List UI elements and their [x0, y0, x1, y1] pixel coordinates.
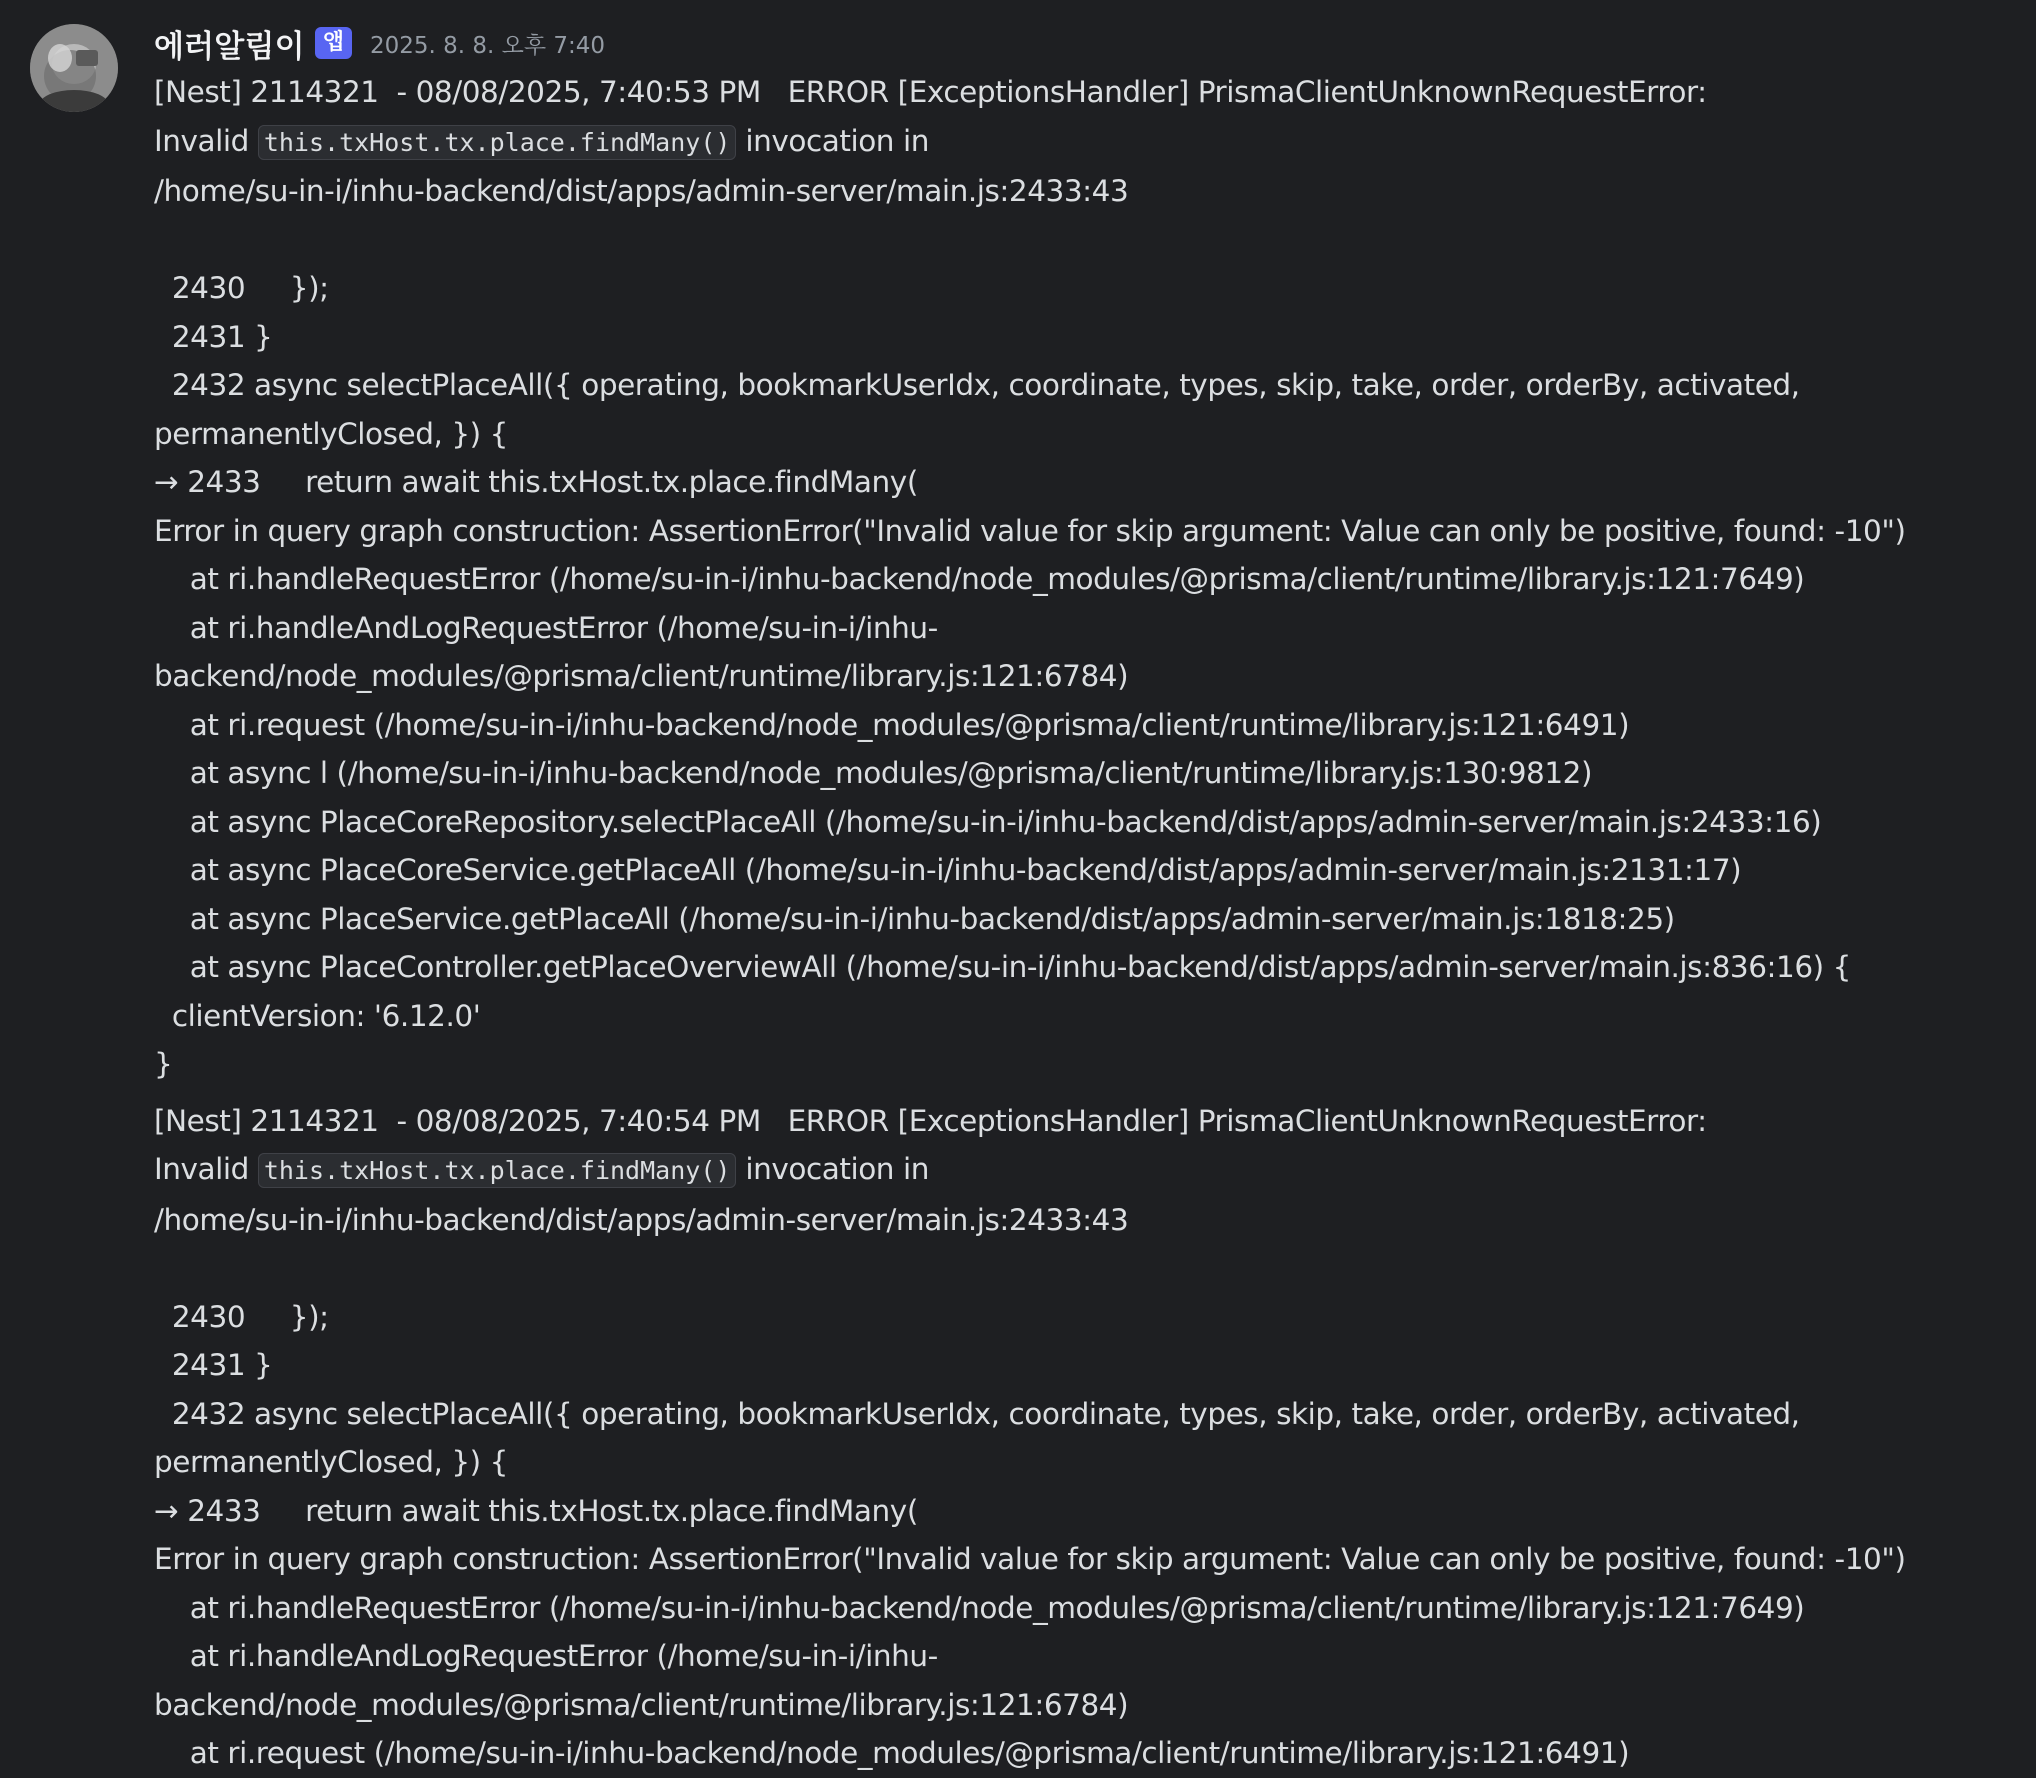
message-intro-tail: invocation in /home/su-in-i/inhu-backend/dist/apps/admin-server/main.js:2433:43 [154, 123, 1129, 208]
message-content [154, 18, 2014, 1778]
timestamp[interactable]: 2025. 8. 8. 오후 7:40 [370, 32, 606, 59]
inline-code: this.txHost.tx.place.findMany() [258, 125, 737, 160]
avatar-photo-icon [30, 24, 118, 112]
username[interactable]: 에러알림이 [154, 28, 305, 65]
message-intro-tail: invocation in /home/su-in-i/inhu-backend/dist/apps/admin-server/main.js:2433:43 [154, 1152, 1129, 1237]
inline-code: this.txHost.tx.place.findMany() [258, 1153, 737, 1188]
stack-trace: 2430 }); 2431 } 2432 async selectPlaceAll({ operating, bookmarkUserIdx, coordinate, types, skip, take, order, orderBy, activated, permanentlyClosed, }) { → 2433 return await this.txHost.tx.place.findMany( Error in query graph construction: AssertionError("Invalid value for skip argument: Value can only be positive, found: -10") at ri.handleRequestError (/home/su-in-i/inhu-backend/node_modules/@prisma/client/runtime/library.js:121:7649) at ri.handleAndLogRequestError (/home/su-in-i/inhu- backend/node_modules/@prisma/client/runtime/library.js:121:6784) at ri.request (/home/su-in-i/inhu-backend/node_modules/@prisma/client/runtime/library.js:121:6491) [154, 1299, 1906, 1770]
message-header [154, 18, 2014, 68]
message-intro: [Nest] 2114321 - 08/08/2025, 7:40:54 PM ERROR [ExceptionsHandler] PrismaClientUnknownRequestError: Invalid [154, 1103, 1707, 1186]
avatar[interactable] [30, 24, 118, 112]
message-text [154, 1097, 2014, 1778]
stack-trace: 2430 }); 2431 } 2432 async selectPlaceAll({ operating, bookmarkUserIdx, coordinate, types, skip, take, order, orderBy, activated, permanentlyClosed, }) { → 2433 return await this.txHost.tx.place.findMany( Error in query graph construction: AssertionError("Invalid value for skip argument: Value can only be positive, found: -10") at ri.handleRequestError (/home/su-in-i/inhu-backend/node_modules/@prisma/client/runtime/library.js:121:7649) at ri.handleAndLogRequestError (/home/su-in-i/inhu- backend/node_modules/@prisma/client/runtime/library.js:121:6784) at ri.request (/home/su-in-i/inhu-backend/node_modules/@prisma/client/runtime/library.js:121:6491) at async l (/home/su-in-i/inhu-backend/node_modules/@prisma/client/runtime/library.js:130:9812) at async PlaceCoreRepository.selectPlaceAll (/home/su-in-i/inhu-backend/dist/apps/admin-server/main.js:2433:16) at async PlaceCoreService.getPlaceAll (/home/su-in-i/inhu-backend/dist/apps/admin-server/main.js:2131:17) at async PlaceService.getPlaceAll (/home/su-in-i/inhu-backend/dist/apps/admin-server/main.js:1818:25) at async PlaceController.getPlaceOverviewAll (/home/su-in-i/inhu-backend/dist/apps/admin-server/main.js:836:16) { clientVersion: '6.12.0' } [154, 271, 1906, 1081]
app-badge: 앱 [315, 27, 352, 59]
message-intro: [Nest] 2114321 - 08/08/2025, 7:40:53 PM ERROR [ExceptionsHandler] PrismaClientUnknownRequestError: Invalid [154, 75, 1707, 158]
message-text [154, 68, 2014, 1089]
